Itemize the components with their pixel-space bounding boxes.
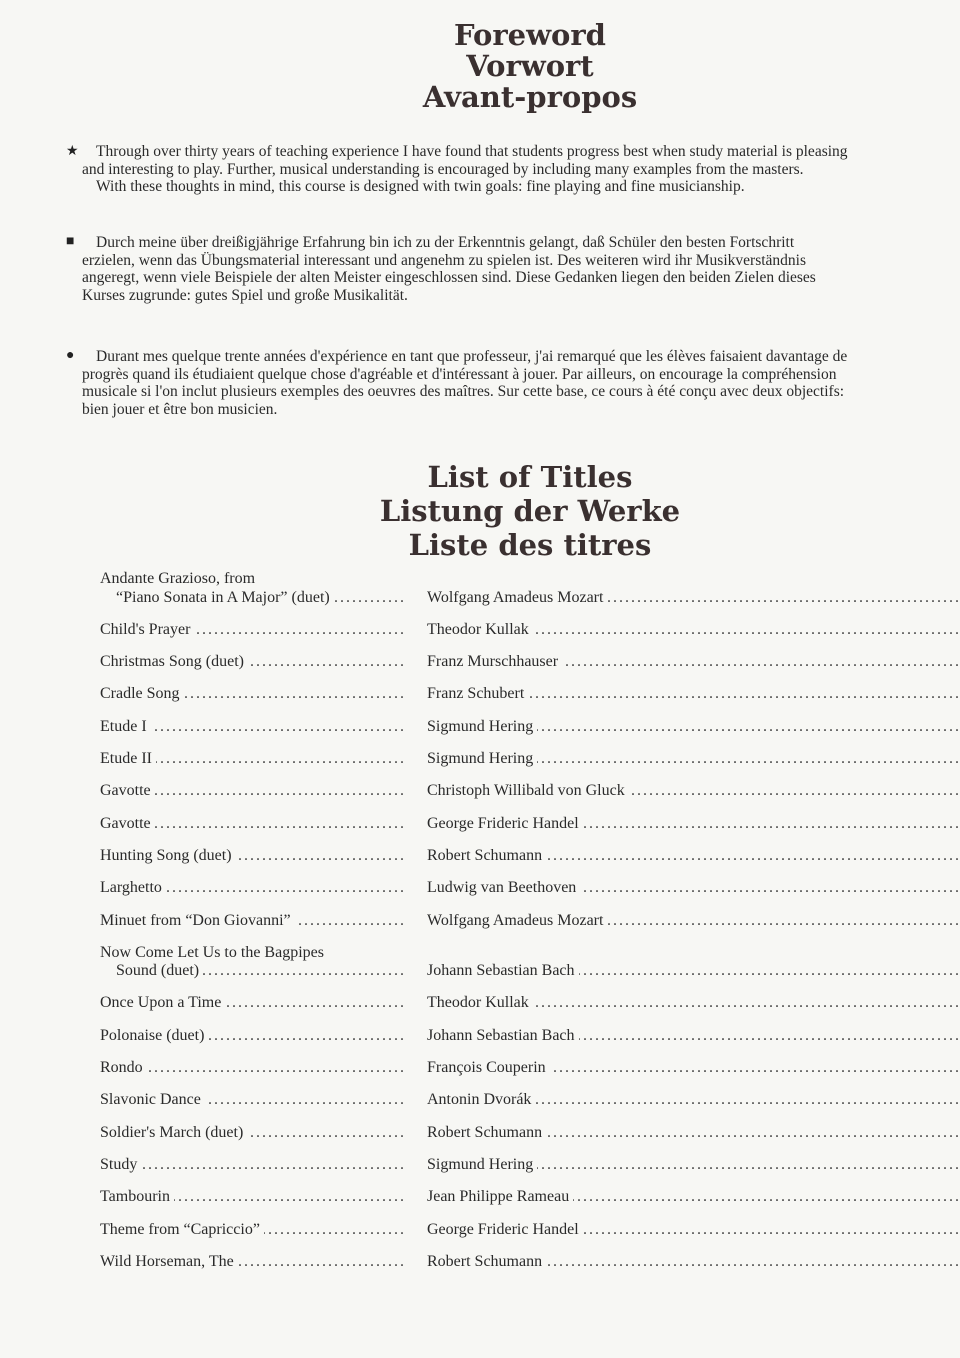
paragraph-line: With these thoughts in mind, this course is designed with twin goals: fine playing and fine musicianship. (96, 178, 745, 195)
toc-title-text: Etude II (100, 750, 156, 767)
toc-title (100, 621, 406, 639)
toc-composer-text: Wolfgang Amadeus Mozart (427, 589, 607, 606)
toc-composer-text: Robert Schumann (427, 1253, 546, 1270)
toc-composer-text: François Couperin (427, 1059, 550, 1076)
toc-title (100, 1221, 406, 1239)
toc-title (100, 653, 406, 671)
toc-composer-text: Wolfgang Amadeus Mozart (427, 912, 607, 929)
toc-composer (427, 994, 960, 1012)
toc-title (100, 962, 406, 980)
toc-title (100, 750, 406, 768)
toc-title (100, 994, 406, 1012)
star-bullet-icon: ★ (66, 144, 79, 159)
paragraph-line: Kurses zugrunde: gutes Spiel und große Musikalität. (82, 286, 408, 304)
paragraph-line: erzielen, wenn das Übungsmaterial interessant und angenehm zu spielen ist. Des weiteren wird ihr Musikverständnis (82, 251, 806, 269)
toc-composer-text: Ludwig van Beethoven (427, 879, 580, 896)
foreword-paragraph-en (82, 143, 960, 196)
toc-row (100, 1059, 960, 1079)
toc-row (100, 621, 960, 641)
toc-title-text: Theme from “Capriccio” (100, 1221, 264, 1238)
toc-composer (427, 1156, 960, 1174)
toc-composer (427, 718, 960, 736)
toc-title-text: “Piano Sonata in A Major” (duet) (100, 589, 334, 606)
toc-row (100, 1253, 960, 1273)
toc-title-text: Gavotte (100, 815, 155, 832)
toc-title (100, 685, 406, 703)
toc-composer-text: George Frideric Handel (427, 815, 583, 832)
toc-row (100, 1188, 960, 1208)
toc-title-text: Minuet from “Don Giovanni” (100, 912, 295, 929)
toc-composer-text: Theodor Kullak (427, 621, 533, 638)
toc-composer-text: Sigmund Hering (427, 1156, 537, 1173)
toc-row (100, 718, 960, 738)
toc-composer-text: Robert Schumann (427, 847, 546, 864)
toc-title (100, 1124, 406, 1142)
toc-row (100, 962, 960, 982)
titles-title-fr: Liste des titres (408, 528, 652, 562)
titles-heading (330, 460, 730, 562)
toc-title (100, 718, 406, 736)
toc-title (100, 1059, 406, 1077)
toc-title (100, 589, 406, 607)
toc-composer (427, 1059, 960, 1077)
toc-composer (427, 621, 960, 639)
paragraph-line: Durch meine über dreißigjährige Erfahrung bin ich zu der Erkenntnis gelangt, daß Schüler den besten Fortschritt (96, 234, 795, 251)
toc-title (100, 782, 406, 800)
foreword-paragraph-fr (82, 348, 960, 418)
toc-row (100, 782, 960, 802)
toc-composer (427, 912, 960, 930)
toc-composer (427, 653, 960, 671)
toc-composer-text: Antonin Dvorák (427, 1091, 535, 1108)
toc-row (100, 653, 960, 673)
toc-title-text: Hunting Song (duet) (100, 847, 236, 864)
toc-composer (427, 1124, 960, 1142)
titles-title-de: Listung der Werke (379, 494, 681, 528)
toc-composer (427, 815, 960, 833)
toc-row (100, 879, 960, 899)
foreword-heading (330, 20, 730, 113)
toc-composer (427, 1221, 960, 1239)
toc-composer-text: Johann Sebastian Bach (427, 962, 579, 979)
toc-row (100, 750, 960, 770)
toc-row (100, 589, 960, 609)
foreword-paragraph-de (82, 234, 960, 304)
foreword-title-fr: Avant-propos (422, 80, 638, 114)
toc-row (100, 815, 960, 835)
toc-composer-text: Christoph Willibald von Gluck (427, 782, 629, 799)
toc-composer (427, 879, 960, 897)
toc-title (100, 879, 406, 897)
toc-composer-text: Robert Schumann (427, 1124, 546, 1141)
toc-composer (427, 847, 960, 865)
toc-title-text: Rondo (100, 1059, 147, 1076)
toc-title-text: Sound (duet) (100, 962, 203, 979)
toc-composer (427, 782, 960, 800)
toc-row (100, 847, 960, 867)
toc-composer (427, 589, 960, 607)
toc-row (100, 912, 960, 932)
paragraph-line: Durant mes quelque trente années d'expérience en tant que professeur, j'ai remarqué que les élèves faisaient davantage de (96, 348, 848, 365)
toc-composer (427, 1027, 960, 1045)
toc-entry-first-line: Andante Grazioso, from (100, 570, 256, 587)
toc-composer (427, 1253, 960, 1271)
toc-row (100, 1091, 960, 1111)
foreword-title-de: Vorwort (466, 49, 594, 83)
toc-composer-text: George Frideric Handel (427, 1221, 583, 1238)
paragraph-line: angeregt, wenn viele Beispiele der alten Meister eingeschlossen sind. Diese Gedanken liegen den beiden Zielen dieses (82, 269, 816, 286)
toc-entry-first-line: Now Come Let Us to the Bagpipes (100, 944, 324, 961)
toc-title-text: Wild Horseman, The (100, 1253, 238, 1270)
toc-title-text: Christmas Song (duet) (100, 653, 248, 670)
toc-composer (427, 1091, 960, 1109)
toc-title-text: Once Upon a Time (100, 994, 225, 1011)
toc-title (100, 1091, 406, 1109)
toc-row (100, 1221, 960, 1241)
toc-composer-text: Franz Schubert (427, 685, 528, 702)
toc-title-text: Polonaise (duet) (100, 1027, 208, 1044)
toc-row (100, 1124, 960, 1144)
toc-title (100, 1253, 406, 1271)
toc-composer-text: Jean Philippe Rameau (427, 1188, 573, 1205)
toc-row (100, 685, 960, 705)
toc-row (100, 1156, 960, 1176)
toc-composer (427, 685, 960, 703)
toc-title-text: Study (100, 1156, 141, 1173)
toc-title (100, 1156, 406, 1174)
toc-title (100, 1188, 406, 1206)
toc-title (100, 847, 406, 865)
paragraph-line: bien jouer et être bon musicien. (82, 400, 278, 418)
toc-title-text: Larghetto (100, 879, 166, 896)
toc-title-text: Gavotte (100, 782, 155, 799)
toc-title-text: Etude I (100, 718, 151, 735)
toc-row (100, 1027, 960, 1047)
toc-composer-text: Franz Murschhauser (427, 653, 562, 670)
toc-title (100, 912, 406, 930)
foreword-title-en: Foreword (454, 18, 606, 52)
toc-title (100, 815, 406, 833)
titles-title-en: List of Titles (427, 460, 633, 494)
toc-title (100, 1027, 406, 1045)
toc-composer-text: Sigmund Hering (427, 718, 537, 735)
toc-title-text: Tambourin (100, 1188, 174, 1205)
paragraph-line: musicale si l'on inclut plusieurs exemples des oeuvres des maîtres. Sur cette base, ce cours à été conçu avec deux objectifs: (82, 383, 845, 400)
square-bullet-icon: ■ (66, 234, 75, 249)
toc-composer (427, 1188, 960, 1206)
paragraph-line: and interesting to play. Further, musical understanding is encouraged by including many examples from the masters. (82, 160, 804, 178)
toc-title-text: Child's Prayer (100, 621, 194, 638)
paragraph-line: Through over thirty years of teaching experience I have found that students progress best when study material is pleasing (96, 143, 848, 160)
dot-bullet-icon: ● (66, 348, 75, 363)
toc-title-text: Slavonic Dance (100, 1091, 205, 1108)
toc-title-text: Soldier's March (duet) (100, 1124, 247, 1141)
toc-composer (427, 750, 960, 768)
toc-row (100, 994, 960, 1014)
toc-composer (427, 962, 960, 980)
toc-composer-text: Sigmund Hering (427, 750, 537, 767)
toc-composer-text: Johann Sebastian Bach (427, 1027, 579, 1044)
toc-title-text: Cradle Song (100, 685, 184, 702)
paragraph-line: progrès quand ils étudiaient quelque chose d'agréable et d'intéressant à jouer. Par ailleurs, on encourage la compréhension (82, 365, 837, 383)
toc-composer-text: Theodor Kullak (427, 994, 533, 1011)
